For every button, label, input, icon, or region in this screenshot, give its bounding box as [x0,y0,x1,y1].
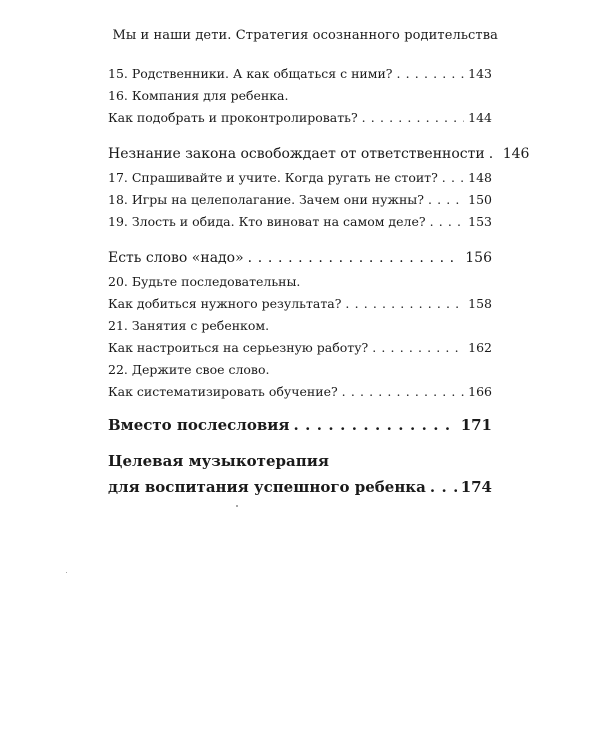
toc-entry[interactable] [108,110,492,132]
toc-entry[interactable] [108,296,492,318]
toc-entry-page: 166 [468,384,492,399]
toc-section[interactable] [108,146,530,170]
spacer [108,236,492,250]
toc-entry[interactable] [108,214,492,236]
dot-leader [342,384,464,399]
toc-entry-title: Как систематизировать обучение? [108,384,338,399]
toc-entry-page: 162 [468,340,492,355]
toc-entry[interactable] [108,170,492,192]
toc-chapter[interactable] [108,416,492,442]
toc-entry-title: Как настроиться на серьезную работу? [108,340,369,355]
toc-entry-title: Как добиться нужного результата? [108,296,342,311]
toc-entry-title: 17. Спрашивайте и учите. Когда ругать не стоит? [108,170,438,185]
dot-leader [397,66,465,81]
dot-leader [372,340,464,355]
dot-leader [248,250,462,266]
toc-entry[interactable] [108,340,492,362]
dot-leader [489,146,499,162]
scan-speck [236,505,238,507]
spacer [108,132,492,146]
spacer [108,406,492,416]
toc-entry-first-line: 21. Занятия с ребенком. [108,318,270,333]
dot-leader [430,214,465,229]
toc-entry-page: 158 [468,296,492,311]
toc-entry-title: 18. Игры на целеполагание. Зачем они нужны? [108,192,424,207]
dot-leader [428,192,464,207]
toc-chapter-first-line: Целевая музыкотерапия [108,452,329,470]
toc-chapter-title: для воспитания успешного ребенка [108,478,426,496]
toc-entry-title: 15. Родственники. А как общаться с ними? [108,66,393,81]
dot-leader [430,478,457,496]
toc-section-page: 146 [502,146,530,162]
toc-section-title: Незнание закона освобождает от ответственности [108,146,485,162]
toc-entry-page: 150 [468,192,492,207]
table-of-contents [108,66,530,504]
toc-entry-title: 19. Злость и обида. Кто виноват на самом деле? [108,214,426,229]
toc-chapter-title: Вместо послесловия [108,416,290,434]
toc-entry-page: 143 [468,66,492,81]
dot-leader [442,170,464,185]
toc-entry[interactable] [108,384,492,406]
dot-leader [362,110,464,125]
toc-section[interactable] [108,250,492,274]
toc-entry-first-line: 22. Держите свое слово. [108,362,270,377]
toc-section-page: 156 [465,250,492,266]
scan-speck [66,572,67,573]
toc-chapter-page: 171 [460,416,492,434]
toc-entry[interactable] [108,192,492,214]
toc-entry-page: 153 [468,214,492,229]
toc-entry-page: 144 [468,110,492,125]
dot-leader [294,416,457,434]
toc-section-title: Есть слово «надо» [108,250,244,266]
toc-entry-first-line: 20. Будьте последовательны. [108,274,301,289]
toc-entry-title: Как подобрать и проконтролировать? [108,110,358,125]
toc-entry[interactable] [108,66,492,88]
running-header: Мы и наши дети. Стратегия осознанного родительства [112,28,498,43]
toc-chapter[interactable] [108,478,492,504]
dot-leader [345,296,464,311]
toc-entry-page: 148 [468,170,492,185]
toc-entry-first-line: 16. Компания для ребенка. [108,88,289,103]
spacer [108,442,492,452]
toc-chapter-page: 174 [460,478,492,496]
